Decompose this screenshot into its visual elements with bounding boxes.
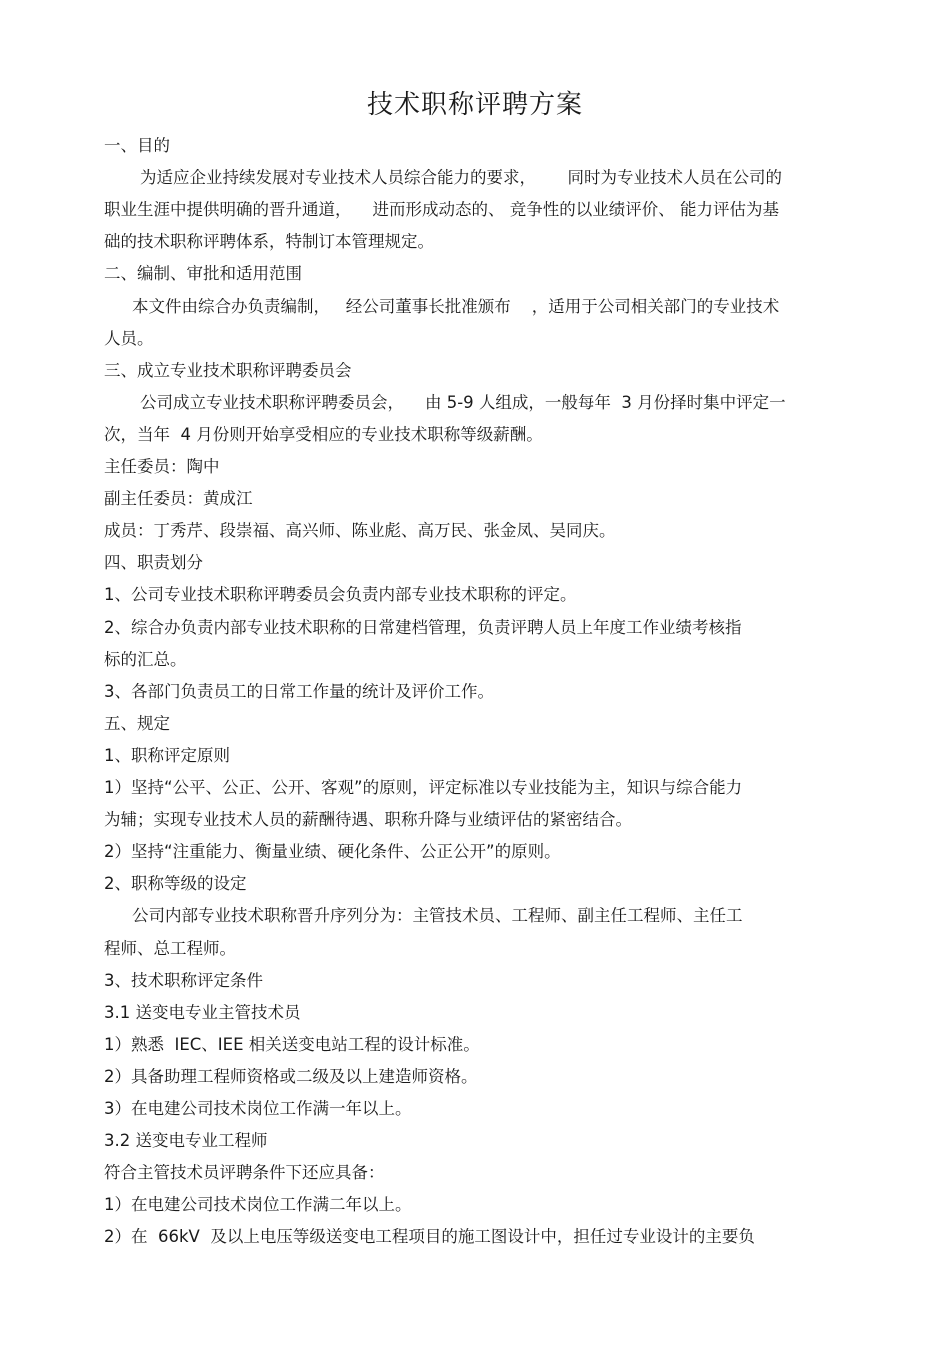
document-line: 1、公司专业技术职称评聘委员会负责内部专业技术职称的评定。 xyxy=(104,585,577,605)
document-line: 2、职称等级的设定 xyxy=(104,874,247,894)
document-line: 本文件由综合办负责编制， 经公司董事长批准颁布 ，适用于公司相关部门的专业技术 xyxy=(132,296,780,316)
document-line: 公司成立专业技术职称评聘委员会， 由 5-9 人组成，一般每年 3 月份择时集中评定一 xyxy=(140,392,786,412)
document-line: 符合主管技术员评聘条件下还应具备： xyxy=(104,1163,385,1183)
document-line: 标的汇总。 xyxy=(104,649,187,669)
document-line: 3、技术职称评定条件 xyxy=(104,970,263,990)
document-line: 2）在 66kV 及以上电压等级送变电工程项目的施工图设计中，担任过专业设计的主要负 xyxy=(104,1227,755,1247)
document-line: 程师、总工程师。 xyxy=(104,938,236,958)
document-line: 成员：丁秀芹、段崇福、高兴师、陈业彪、高万民、张金凤、吴同庆。 xyxy=(104,521,616,541)
document-line: 2、综合办负责内部专业技术职称的日常建档管理，负责评聘人员上年度工作业绩考核指 xyxy=(104,617,742,637)
document-line: 副主任委员：黄成江 xyxy=(104,489,253,509)
document-title: 技术职称评聘方案 xyxy=(366,90,583,120)
document-line: 1）熟悉 IEC、IEE 相关送变电站工程的设计标准。 xyxy=(104,1034,480,1054)
document-line: 3.2 送变电专业工程师 xyxy=(104,1131,268,1151)
document-line: 础的技术职称评聘体系，特制订本管理规定。 xyxy=(104,232,434,252)
document-line: 1）坚持“公平、公正、公开、客观”的原则，评定标准以专业技能为主，知识与综合能力 xyxy=(104,778,743,797)
document-line: 为适应企业持续发展对专业技术人员综合能力的要求， 同时为专业技术人员在公司的 xyxy=(140,168,782,188)
document-line: 一、目的 xyxy=(104,136,170,155)
document-line: 五、规定 xyxy=(104,713,170,733)
document-line: 3、各部门负责员工的日常工作量的统计及评价工作。 xyxy=(104,681,494,701)
document-line: 1）在电建公司技术岗位工作满二年以上。 xyxy=(104,1195,412,1215)
document-line: 四、职责划分 xyxy=(104,553,203,573)
document-line: 公司内部专业技术职称晋升序列分为：主管技术员、工程师、副主任工程师、主任工 xyxy=(132,906,743,926)
document-line: 主任委员：陶中 xyxy=(104,457,220,476)
document-line: 职业生涯中提供明确的晋升通道， 进而形成动态的、 竞争性的以业绩评价、 能力评估为基 xyxy=(104,200,779,220)
document-line: 三、成立专业技术职称评聘委员会 xyxy=(104,360,352,380)
document-line: 为辅；实现专业技术人员的薪酬待遇、职称升降与业绩评估的紧密结合。 xyxy=(104,810,632,830)
document-line: 次，当年 4 月份则开始享受相应的专业技术职称等级薪酬。 xyxy=(104,424,543,444)
document-line: 3.1 送变电专业主管技术员 xyxy=(104,1002,301,1022)
document-line: 二、编制、审批和适用范围 xyxy=(104,264,302,284)
document-line: 1、职称评定原则 xyxy=(104,745,230,765)
document-line: 3）在电建公司技术岗位工作满一年以上。 xyxy=(104,1099,412,1118)
document-line: 人员。 xyxy=(104,328,154,348)
document-line: 2）具备助理工程师资格或二级及以上建造师资格。 xyxy=(104,1066,478,1086)
document-line: 2）坚持“注重能力、衡量业绩、硬化条件、公正公开”的原则。 xyxy=(104,842,561,862)
